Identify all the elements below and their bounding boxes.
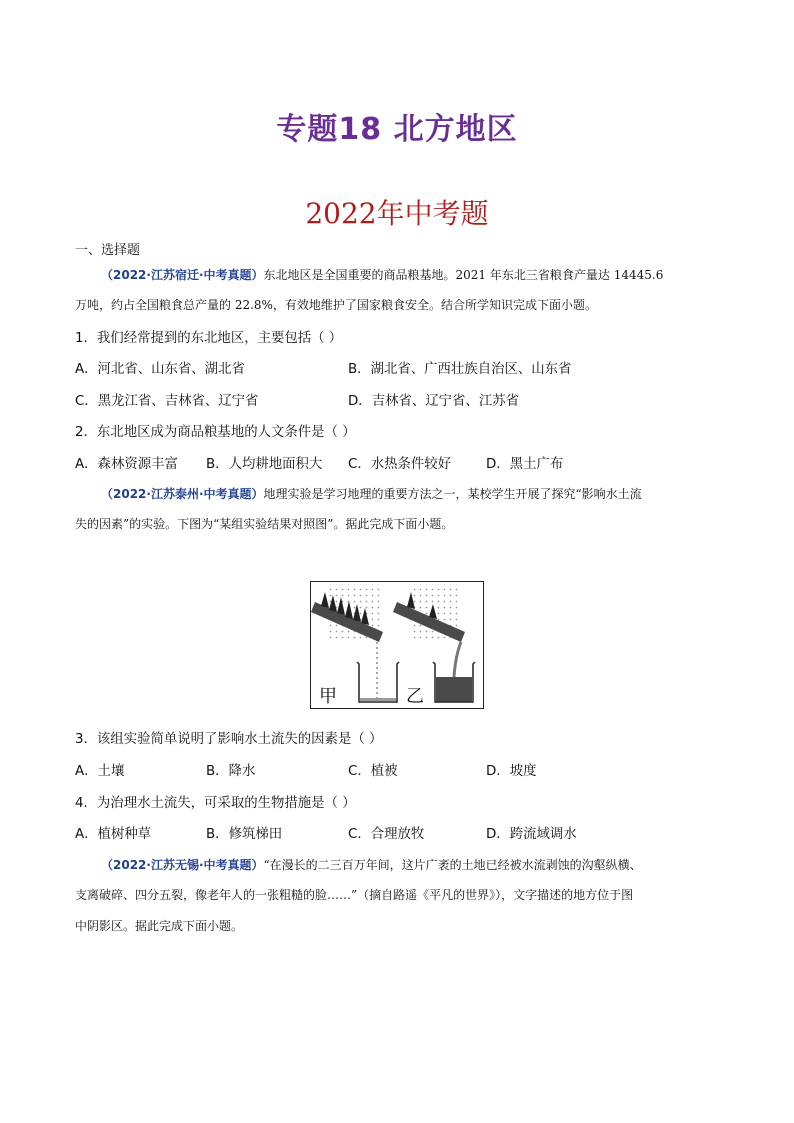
question-1-option-c[interactable]: C．黑龙江省、吉林省、辽宁省 bbox=[75, 394, 259, 409]
section-title: 一、选择题 bbox=[75, 243, 141, 258]
flow-right bbox=[454, 642, 461, 677]
question-1-stem: 1．我们经常提到的东北地区，主要包括（ ） bbox=[75, 331, 343, 346]
question-1-option-b[interactable]: B．湖北省、广西壮族自治区、山东省 bbox=[348, 362, 572, 377]
passage-2-source: （2022·江苏泰州·中考真题） bbox=[101, 487, 264, 501]
question-2-option-a[interactable]: A．森林资源丰富 bbox=[75, 457, 178, 472]
question-4-option-b[interactable]: B．修筑梯田 bbox=[206, 827, 283, 842]
question-1-option-d[interactable]: D．吉林省、辽宁省、江苏省 bbox=[348, 394, 519, 409]
passage-3-line-1 bbox=[101, 856, 642, 873]
passage-3-line-3: 中阴影区。据此完成下面小题。 bbox=[75, 919, 244, 933]
passage-1-line-2: 万吨，约占全国粮食总产量的 22.8%，有效地维护了国家粮食安全。结合所学知识完成下面小题。 bbox=[75, 298, 597, 312]
question-3-option-b[interactable]: B．降水 bbox=[206, 764, 256, 779]
question-2-option-d[interactable]: D．黑土广布 bbox=[486, 457, 564, 472]
passage-1-line-1 bbox=[101, 266, 663, 283]
question-2-option-b[interactable]: B．人均耕地面积大 bbox=[206, 457, 323, 472]
question-4-option-d[interactable]: D．跨流域调水 bbox=[486, 827, 577, 842]
passage-1-text-1: 东北地区是全国重要的商品粮基地。2021 年东北三省粮食产量达 14445.6 bbox=[263, 268, 664, 282]
question-4-option-a[interactable]: A．植树种草 bbox=[75, 827, 152, 842]
beaker-left bbox=[357, 662, 399, 702]
question-4-stem: 4．为治理水土流失，可采取的生物措施是（ ） bbox=[75, 796, 356, 811]
page-title: 专题18 北方地区 bbox=[276, 112, 518, 147]
question-2-stem: 2．东北地区成为商品粮基地的人文条件是（ ） bbox=[75, 425, 356, 440]
question-2-option-c[interactable]: C．水热条件较好 bbox=[348, 457, 452, 472]
label-yi: 乙 bbox=[406, 686, 424, 707]
question-3-option-c[interactable]: C．植被 bbox=[348, 764, 398, 779]
beaker-right-water bbox=[436, 677, 472, 702]
passage-1-source: （2022·江苏宿迁·中考真题） bbox=[101, 268, 264, 282]
label-jia: 甲 bbox=[319, 686, 337, 707]
passage-2-text-1: 地理实验是学习地理的重要方法之一，某校学生开展了探究“影响水土流 bbox=[263, 487, 642, 501]
question-3-option-a[interactable]: A．土壤 bbox=[75, 764, 125, 779]
question-3-stem: 3．该组实验简单说明了影响水土流失的因素是（ ） bbox=[75, 732, 383, 747]
passage-2-line-1 bbox=[101, 485, 642, 502]
beaker-left-water bbox=[360, 698, 396, 702]
experiment-figure bbox=[310, 581, 484, 709]
page-subtitle: 2022年中考题 bbox=[305, 197, 489, 230]
question-1-option-a[interactable]: A．河北省、山东省、湖北省 bbox=[75, 362, 245, 377]
passage-3-source: （2022·江苏无锡·中考真题） bbox=[101, 858, 264, 872]
passage-3-line-2: 支离破碎、四分五裂，像老年人的一张粗糙的脸……”（摘自路遥《平凡的世界》），文字描述的地方位于图 bbox=[75, 888, 634, 902]
question-4-option-c[interactable]: C．合理放牧 bbox=[348, 827, 425, 842]
question-3-option-d[interactable]: D．坡度 bbox=[486, 764, 537, 779]
passage-2-line-2: 失的因素”的实验。下图为“某组实验结果对照图”。据此完成下面小题。 bbox=[75, 517, 454, 531]
passage-3-text-1: “在漫长的二三百万年间，这片广袤的土地已经被水流剥蚀的沟壑纵横、 bbox=[263, 858, 642, 872]
